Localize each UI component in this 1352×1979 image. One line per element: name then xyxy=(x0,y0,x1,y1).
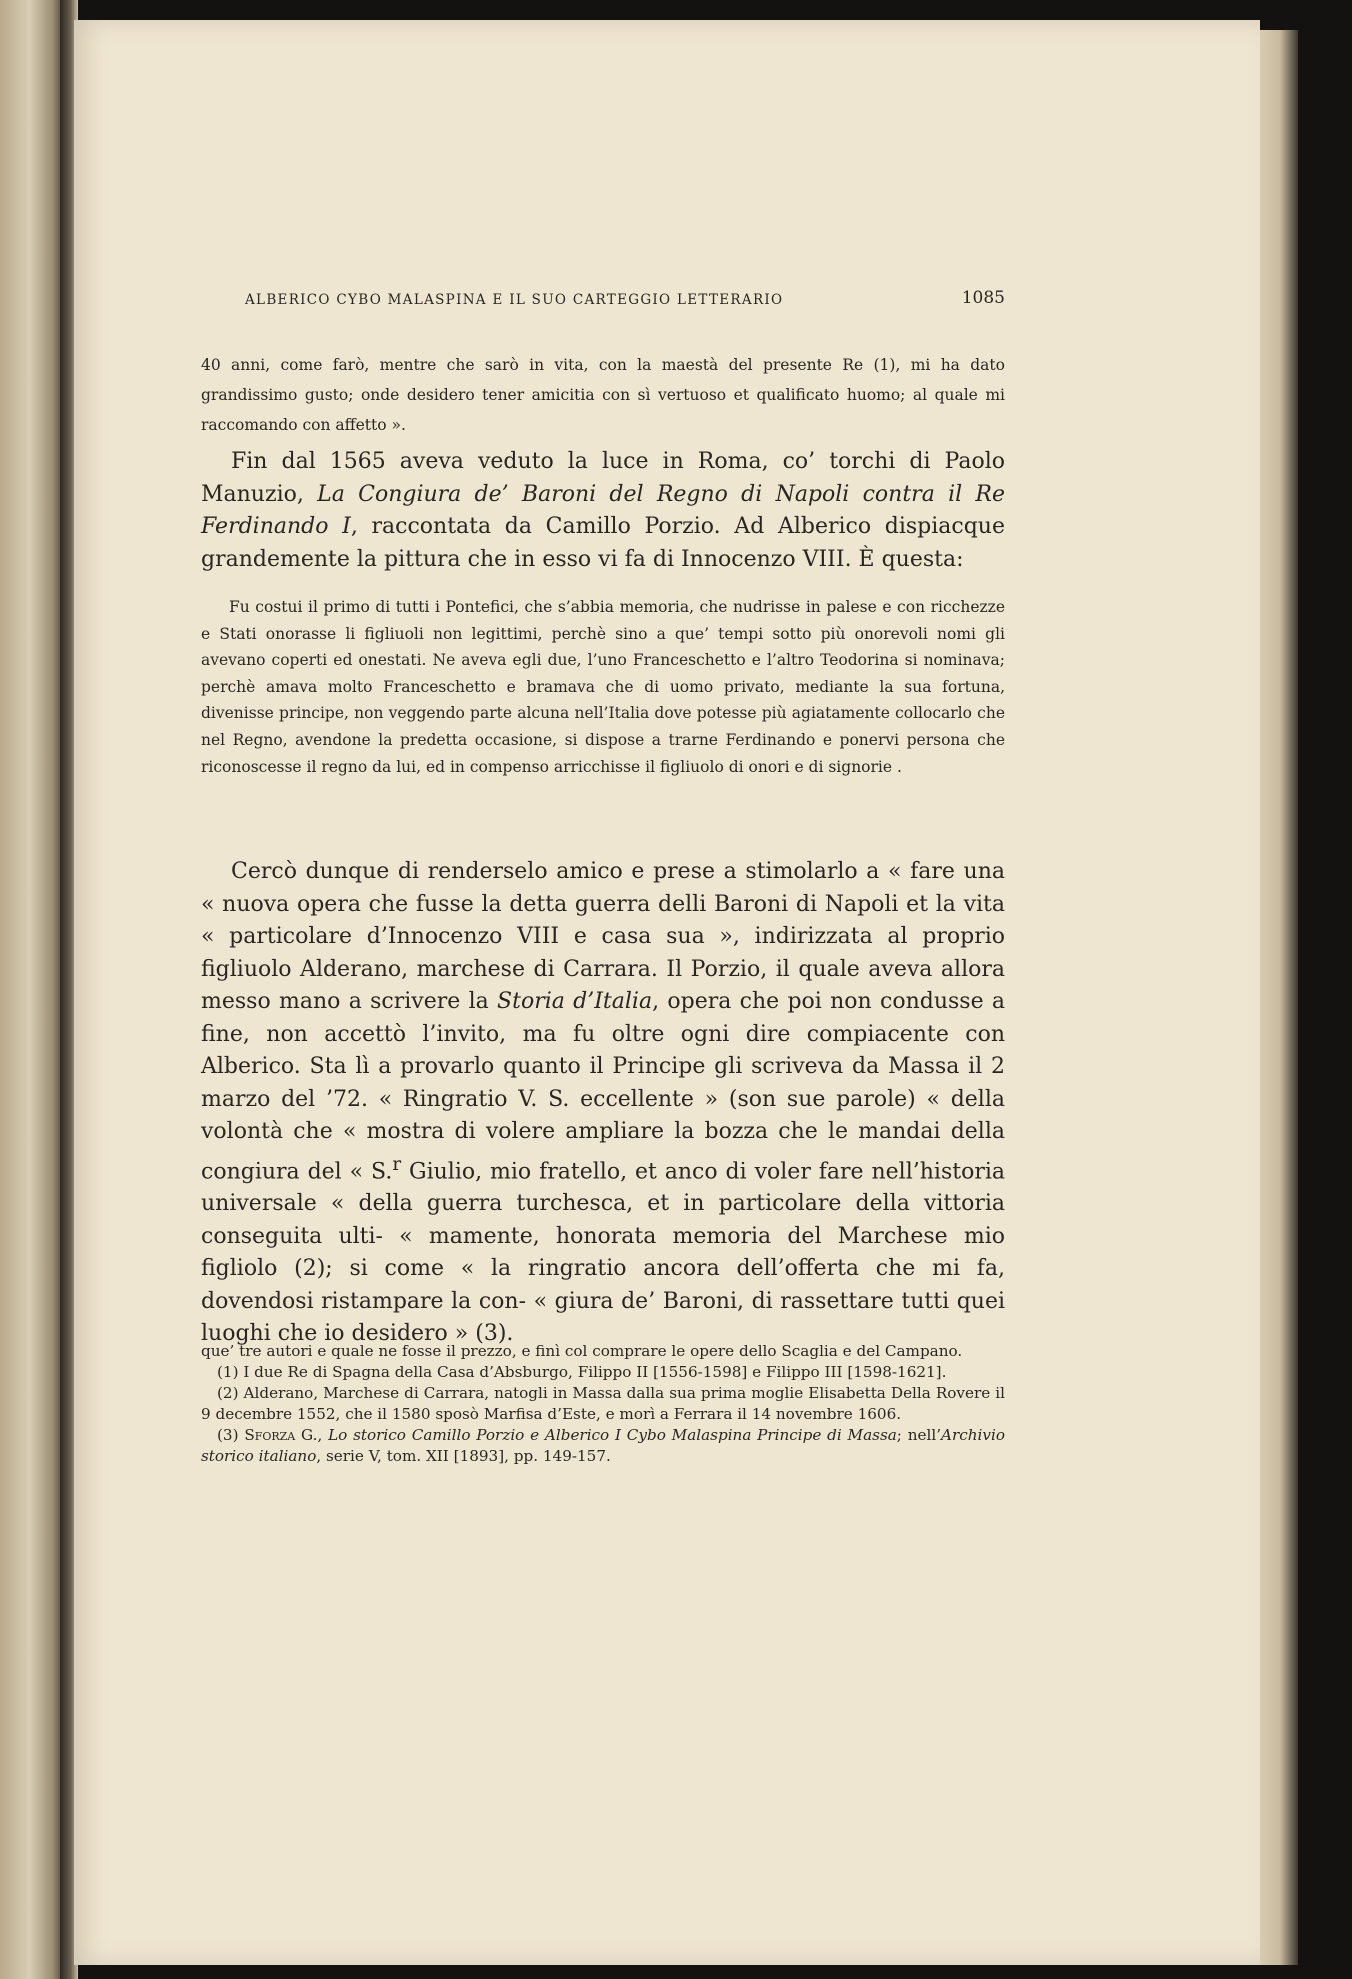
footnote-number: (3) xyxy=(217,1426,245,1444)
footnote-1: (1) I due Re di Spagna della Casa d’Absburgo, Filippo II [1556-1598] e Filippo III [1598-1621]. xyxy=(217,1363,947,1381)
block-quote-porzio: Fu costui il primo di tutti i Pontefici, che s’abbia memoria, che nudrisse in palese e con ricchezze e Stati onorasse li figliuoli non legittimi, perchè sino a que’ tempi sotto più onorevoli nomi gli avevano coperti ed onestati. Ne aveva egli due, l’uno Franceschetto e l’altro Teodorina si nominava; perchè amava molto Franceschetto e bramava che di uomo privato, mediante la sua fortuna, divenisse principe, non veggendo parte alcuna nell’Italia dove potesse più agiatamente collocarlo che nel Regno, avendone la predetta occasione, si dispose a trarne Ferdinando e ponervi persona che riconoscesse il regno da lui, ed in compenso arricchisse il figliuolo di onori e di signorie . xyxy=(201,598,1005,776)
running-title: ALBERICO CYBO MALASPINA E IL SUO CARTEGGIO LETTERARIO xyxy=(245,292,784,308)
footnotes xyxy=(201,1341,1005,1467)
footnote-continuation: que’ tre autori e quale ne fosse il prezzo, e finì col comprare le opere dello Scaglia e del Campano. xyxy=(201,1342,963,1360)
facing-page-edge xyxy=(0,0,66,1979)
book-title-italic: La Congiura de’ Baroni del Regno di Napoli contra il Re Ferdinando I xyxy=(201,481,1005,539)
book-page xyxy=(74,20,1260,1965)
superscript: r xyxy=(392,1153,402,1175)
text-run: , raccontata da Camillo Porzio. Ad Alberico dispiacque grandemente la pittura che in esso vi fa di Innocenzo VIII. È questa: xyxy=(201,514,1005,572)
paragraph-porzio-congiura xyxy=(201,446,1005,576)
text-run: , serie V, tom. XII [1893], pp. 149-157. xyxy=(316,1447,611,1465)
footnote-2: (2) Alderano, Marchese di Carrara, natogli in Massa dalla sua prima moglie Elisabetta Della Rovere il 9 decembre 1552, che il 1580 sposò Marfisa d’Este, e morì a Ferrara il 14 novembre 1606. xyxy=(201,1384,1005,1423)
running-head xyxy=(201,284,1005,314)
paragraph-alberico-letter xyxy=(201,856,1005,1351)
footnote-title: Lo storico Camillo Porzio e Alberico I Cybo Malaspina Principe di Massa xyxy=(328,1426,897,1444)
footnote-journal: Archivio storico italiano xyxy=(201,1426,1005,1465)
book-title-italic: Storia d’Italia xyxy=(497,989,653,1014)
footnote-author: Sforza xyxy=(244,1426,296,1444)
text-run: Cercò dunque di renderselo amico e prese a stimolarlo a « fare una « nuova opera che fusse la detta guerra delli Baroni di Napoli et la vita « particolare d’Innocenzo VIII e casa sua », indirizzata al proprio figliuolo Alderano, marchese di Carrara. Il Porzio, il quale aveva allora messo mano a scrivere la xyxy=(201,859,1005,1014)
text-run: Fin dal 1565 aveva veduto la luce in Roma, co’ torchi di Paolo Manuzio, xyxy=(201,449,1005,507)
quote-continuation: 40 anni, come farò, mentre che sarò in vita, con la maestà del presente Re (1), mi ha dato grandissimo gusto; onde desidero tener amicitia con sì vertuoso et qualificato huomo; al quale mi raccomando con affetto ». xyxy=(201,356,1005,434)
footnote-3 xyxy=(201,1425,1005,1467)
page-number: 1085 xyxy=(961,288,1005,308)
text-run: , opera che poi non condusse a fine, non accettò l’invito, ma fu oltre ogni dire compiacente con Alberico. Sta lì a provarlo quanto il Principe gli scriveva da Massa il 2 marzo del ’72. « Ringratio V. S. eccellente » (son sue parole) « della volontà che « mostra di volere ampliare la bozza che le mandai della congiura del « S. xyxy=(201,989,1006,1184)
text-run: G., xyxy=(295,1426,329,1444)
page-stack-edge xyxy=(1258,30,1298,1965)
text-run: ; nell’ xyxy=(896,1426,942,1444)
text-run: Giulio, mio fratello, et anco di voler fare nell’historia universale « della guerra turchesca, et in particolare della vittoria conseguita ulti- « mamente, honorata memoria del Marchese mio figliolo (2); si come « la ringratio ancora dell’offerta che mi fa, dovendosi ristampare la con- « giura de’ Baroni, di rassettare tutti quei luoghi che io desidero » (3). xyxy=(201,1158,1006,1347)
